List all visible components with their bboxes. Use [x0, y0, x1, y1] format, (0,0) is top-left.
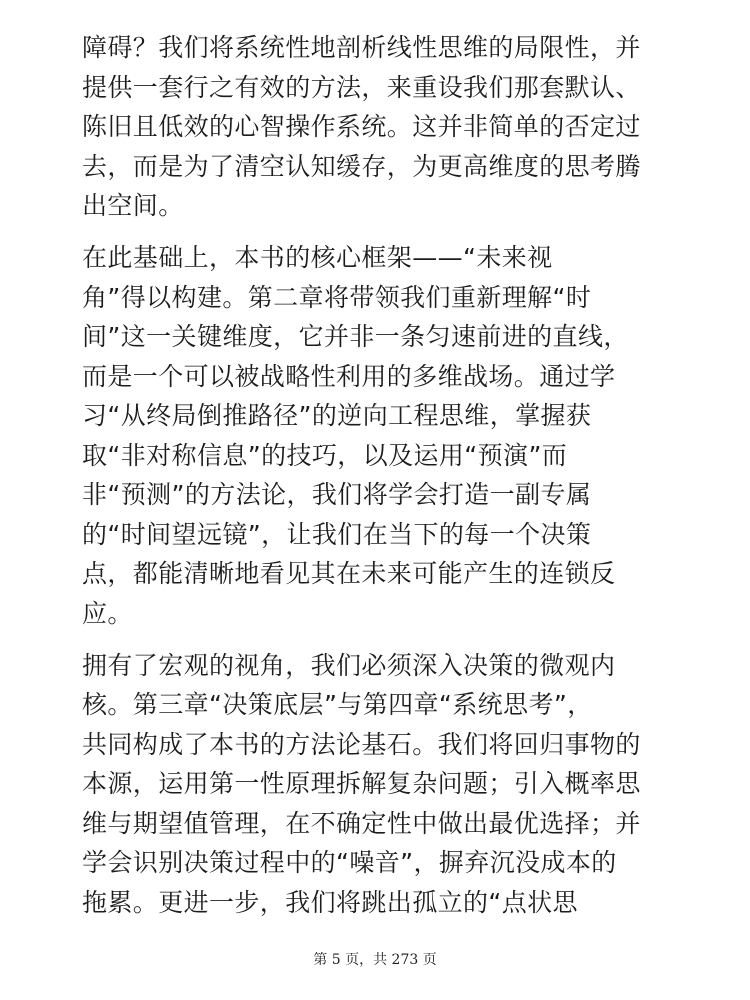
text-line: 拥有了宏观的视角，我们必须深入决策的微观内 — [82, 650, 616, 680]
page-number-footer: 第 5 页，共 273 页 — [313, 952, 437, 968]
text-line: 去，而是为了清空认知缓存，为更高维度的思考腾 — [82, 151, 641, 181]
text-line: 出空间。 — [82, 191, 184, 220]
paragraph-1 — [82, 28, 682, 226]
text-line: 习“从终局倒推路径”的逆向工程思维，掌握获 — [82, 401, 592, 430]
text-line: 角”得以构建。第二章将带领我们重新理解“时 — [82, 282, 592, 312]
text-line: 共同构成了本书的方法论基石。我们将回归事物的 — [82, 729, 641, 759]
text-line: 非“预测”的方法论，我们将学会打造一副专属 — [82, 480, 592, 509]
text-line: 点，都能清晰地看见其在未来可能产生的连锁反 — [82, 559, 616, 588]
body-text — [82, 28, 682, 935]
text-line: 障碍？我们将系统性地剖析线性思维的局限性，并 — [82, 33, 641, 62]
text-line: 学会识别决策过程中的“噪音”，摒弃沉没成本的 — [82, 848, 617, 877]
text-line: 而是一个可以被战略性利用的多维战场。通过学 — [82, 361, 616, 391]
text-line: 间”这一关键维度，它并非一条匀速前进的直线， — [82, 322, 629, 351]
text-line: 的“时间望远镜”，让我们在当下的每一个决策 — [82, 519, 592, 549]
text-line: 应。 — [82, 598, 133, 628]
text-line: 在此基础上，本书的核心框架——“未来视 — [82, 243, 553, 272]
text-line: 核。第三章“决策底层”与第四章“系统思考”， — [82, 690, 593, 719]
text-line: 拖累。更进一步，我们将跳出孤立的“点状思 — [82, 887, 578, 917]
paragraph-2 — [82, 238, 682, 633]
paragraph-3 — [82, 646, 682, 923]
text-line: 陈旧且低效的心智操作系统。这并非简单的否定过 — [82, 112, 641, 141]
text-line: 取“非对称信息”的技巧，以及运用“预演”而 — [82, 440, 568, 470]
text-line: 本源，运用第一性原理拆解复杂问题；引入概率思 — [82, 769, 641, 798]
text-line: 提供一套行之有效的方法，来重设我们那套默认、 — [82, 72, 641, 102]
text-line: 维与期望值管理，在不确定性中做出最优选择；并 — [82, 808, 641, 838]
